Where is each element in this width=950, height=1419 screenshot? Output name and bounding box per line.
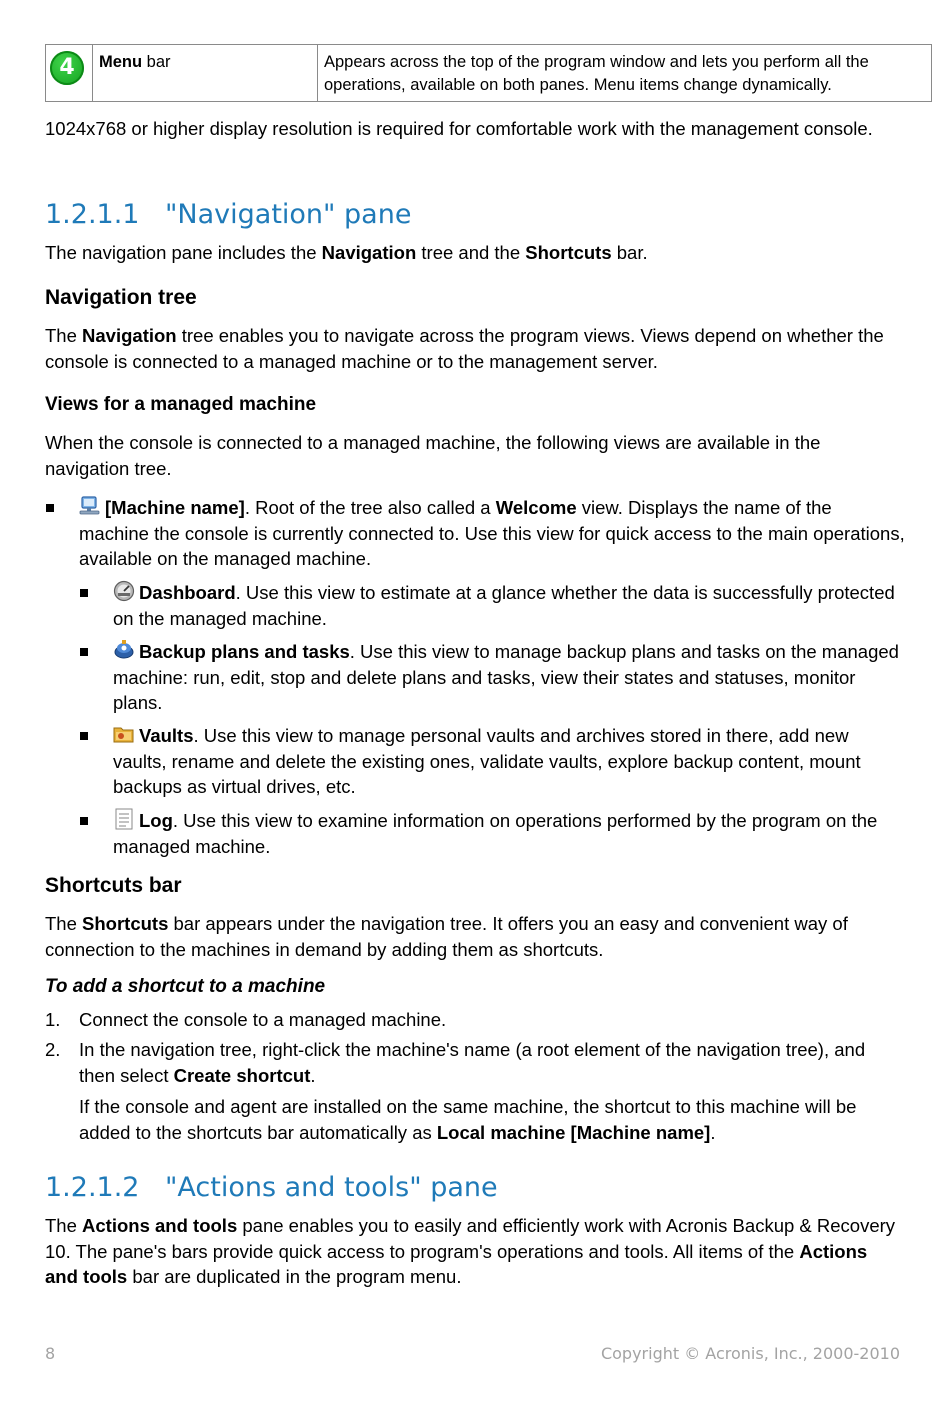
- section-heading-actions-tools-pane: [45, 1172, 498, 1204]
- legend-term-cell: [93, 45, 318, 102]
- list-item-dashboard: Dashboard. Use this view to estimate at a glance whether the data is successfully protected on the managed machine.: [113, 582, 895, 629]
- intro-paragraph: 1024x768 or higher display resolution is required for comfortable work with the management console.: [45, 118, 873, 139]
- bullet-marker: [80, 817, 88, 825]
- section-heading-navigation-pane: [45, 199, 411, 231]
- actions-tools-paragraph: The Actions and tools pane enables you to easily and efficiently work with Acronis Backup & Recovery 10. The pane's bars provide quick access to program's operations and tools. All items of the Actions and tools bar are duplicated in the program menu.: [45, 1215, 896, 1287]
- legend-term-rest: bar: [142, 53, 171, 71]
- step-item: In the navigation tree, right-click the machine's name (a root element of the navigation tree), and then select Create shortcut.: [79, 1039, 866, 1086]
- bullet-marker: [80, 589, 88, 597]
- dashboard-icon: [113, 580, 135, 602]
- navigation-tree-paragraph: The Navigation tree enables you to navigate across the program views. Views depend on whether the console is connected to a managed machine or to the management server.: [45, 325, 884, 372]
- section-title: "Actions and tools" pane: [165, 1172, 498, 1203]
- bullet-marker: [80, 648, 88, 656]
- section-number: 1.2.1.2: [45, 1172, 140, 1203]
- views-heading: Views for a managed machine: [45, 394, 317, 415]
- step-item: Connect the console to a managed machine.: [79, 1009, 447, 1030]
- machine-icon: [79, 495, 101, 517]
- copyright-notice: Copyright © Acronis, Inc., 2000-2010: [600, 1344, 900, 1363]
- navigation-pane-intro: The navigation pane includes the Navigation tree and the Shortcuts bar.: [45, 242, 648, 263]
- legend-number-cell: [46, 45, 93, 102]
- vaults-icon: [113, 723, 135, 745]
- list-item-backup-plans: Backup plans and tasks. Use this view to manage backup plans and tasks on the managed machine: run, edit, stop and delete plans and tasks, view their states and statuses, monitor plans.: [113, 641, 899, 713]
- list-item-log: Log. Use this view to examine information on operations performed by the program on the managed machine.: [113, 810, 878, 857]
- step-number: 1.: [45, 1009, 61, 1030]
- step-note: If the console and agent are installed on the same machine, the shortcut to this machine will be added to the shortcuts bar automatically as Local machine [Machine name].: [79, 1096, 857, 1143]
- shortcuts-paragraph: The Shortcuts bar appears under the navigation tree. It offers you an easy and convenient way of connection to the machines in demand by adding them as shortcuts.: [45, 913, 848, 960]
- section-title: "Navigation" pane: [165, 199, 412, 230]
- bullet-marker: [46, 504, 54, 512]
- section-number: 1.2.1.1: [45, 199, 140, 230]
- log-icon: [113, 808, 135, 830]
- navigation-tree-heading: Navigation tree: [45, 286, 197, 309]
- number-badge-icon: 4: [50, 51, 84, 85]
- legend-table: [45, 44, 932, 102]
- backup-plans-icon: [113, 639, 135, 661]
- legend-term-bold: Menu: [99, 53, 143, 71]
- list-item-vaults: Vaults. Use this view to manage personal vaults and archives stored in there, add new vaults, rename and delete the existing ones, validate vaults, explore backup content, mount backups as virtual drives, etc.: [113, 725, 861, 797]
- list-item-machine-name: [Machine name]. Root of the tree also called a Welcome view. Displays the name of the machine the console is currently connected to. Use this view for quick access to the main operations, available on the managed machine.: [79, 497, 905, 569]
- legend-row: [46, 45, 932, 102]
- shortcuts-bar-heading: Shortcuts bar: [45, 874, 182, 897]
- bullet-marker: [80, 732, 88, 740]
- page-number: 8: [45, 1344, 56, 1363]
- step-number: 2.: [45, 1039, 61, 1060]
- views-paragraph: When the console is connected to a managed machine, the following views are available in the navigation tree.: [45, 432, 821, 479]
- procedure-heading: To add a shortcut to a machine: [45, 976, 326, 997]
- legend-description-cell: Appears across the top of the program window and lets you perform all the operations, available on both panes. Menu items change dynamically.: [318, 45, 932, 102]
